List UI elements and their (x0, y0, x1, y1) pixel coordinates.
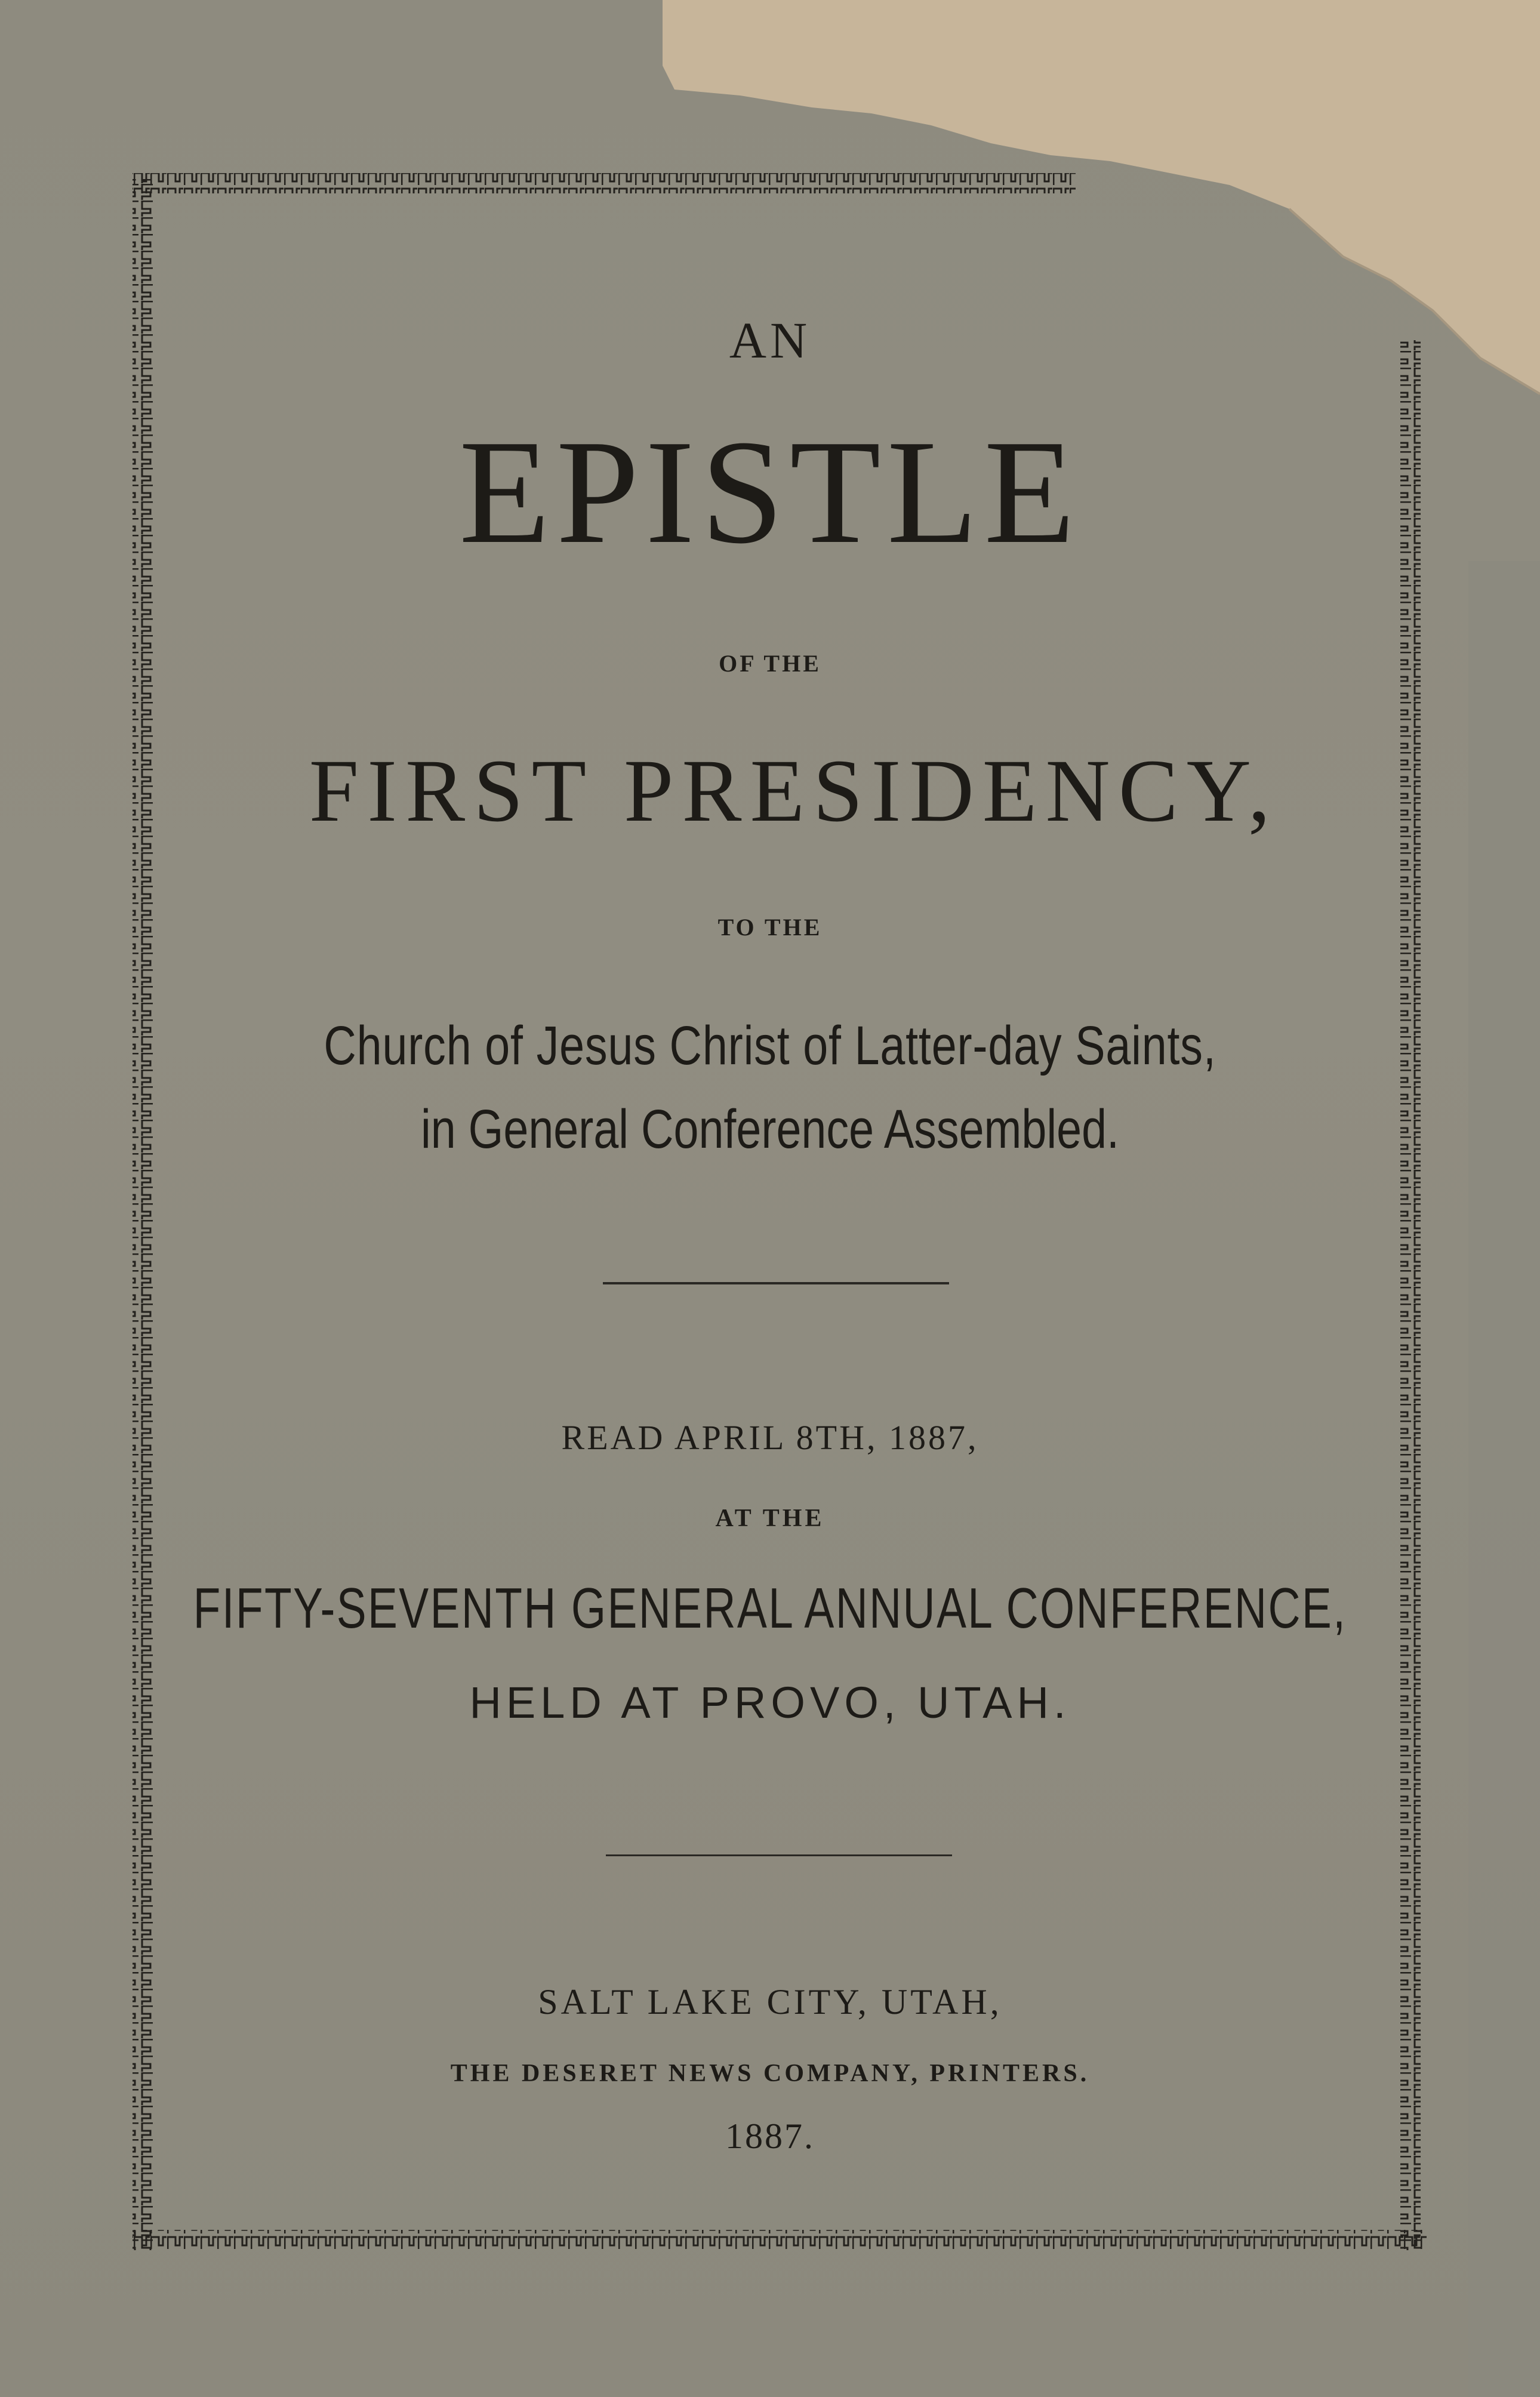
title-church-name: Church of Jesus Christ of Latter-day Saints, (324, 1015, 1216, 1076)
imprint-city: SALT LAKE CITY, UTAH, (538, 1982, 1002, 2022)
title-first-presidency: FIRST PRESIDENCY, (309, 741, 1279, 840)
conference-location: HELD AT PROVO, UTAH. (469, 1678, 1071, 1727)
conference-name: FIFTY-SEVENTH GENERAL ANNUAL CONFERENCE, (193, 1576, 1347, 1640)
divider-rule-top (603, 1282, 949, 1284)
title-of-the: OF THE (719, 650, 821, 677)
title-assembled: in General Conference Assembled. (421, 1099, 1119, 1160)
title-epistle: EPISTLE (458, 409, 1082, 575)
imprint-year: 1887. (725, 2116, 815, 2156)
read-date: READ APRIL 8TH, 1887, (561, 1418, 979, 1457)
title-to-the: TO THE (717, 914, 823, 941)
title-an: AN (729, 312, 811, 369)
imprint-printers: THE DESERET NEWS COMPANY, PRINTERS. (450, 2060, 1090, 2087)
divider-rule-bottom (606, 1854, 952, 1856)
at-the: AT THE (715, 1505, 825, 1532)
